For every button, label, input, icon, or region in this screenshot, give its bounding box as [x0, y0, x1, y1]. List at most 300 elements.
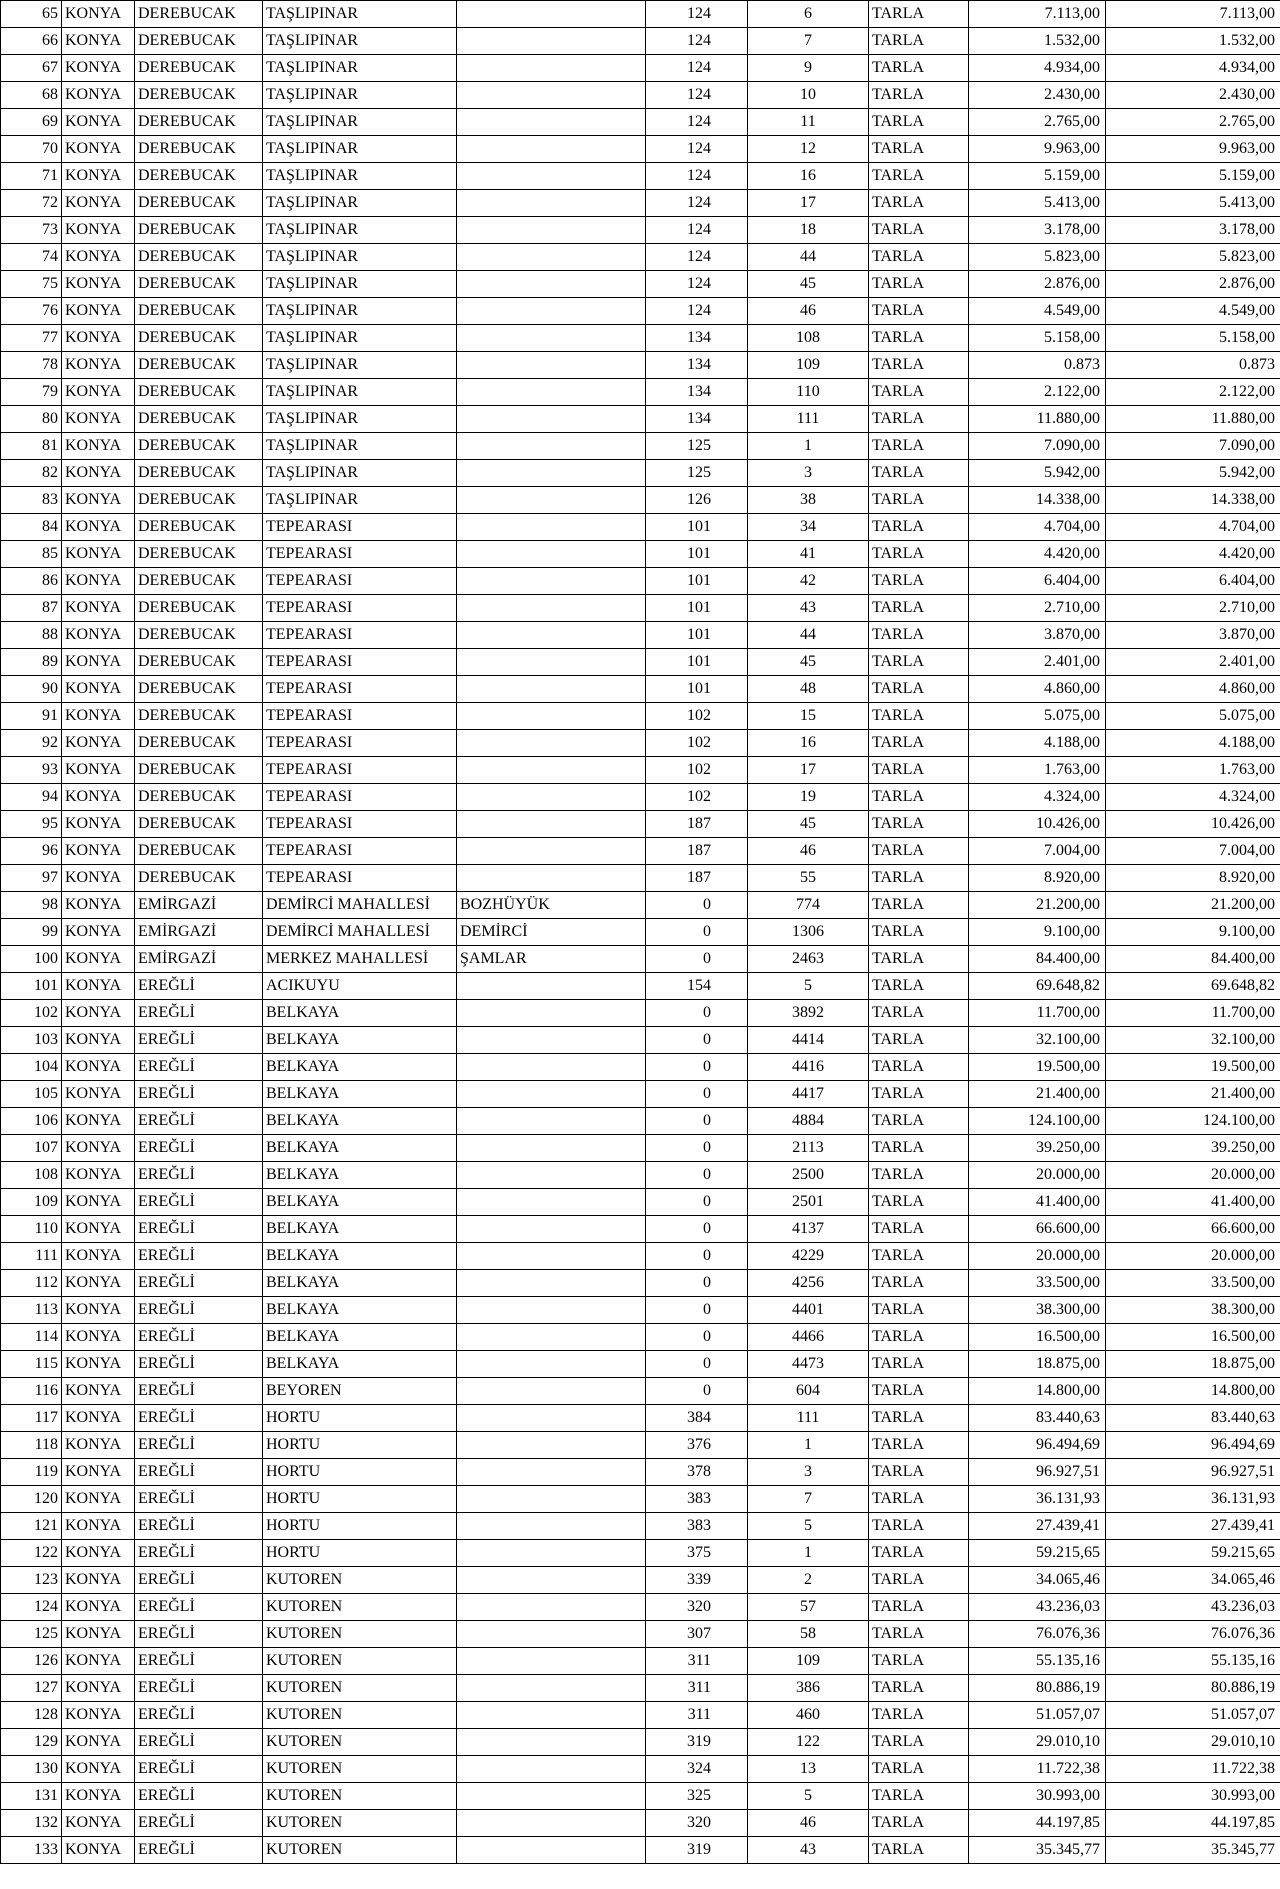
table-row [1, 1432, 1280, 1459]
block-cell: 339 [646, 1567, 748, 1594]
parcel-cell: 42 [748, 568, 869, 595]
area-cell: 2.430,00 [969, 82, 1106, 109]
land-type-cell: TARLA [869, 109, 969, 136]
row-number-cell: 124 [1, 1594, 62, 1621]
block-cell: 0 [646, 1027, 748, 1054]
locality-cell [457, 325, 646, 352]
land-type-cell: TARLA [869, 892, 969, 919]
province-cell: KONYA [62, 1432, 135, 1459]
row-number-cell: 96 [1, 838, 62, 865]
locality-cell [457, 460, 646, 487]
table-row [1, 325, 1280, 352]
province-cell: KONYA [62, 1000, 135, 1027]
land-type-cell: TARLA [869, 1189, 969, 1216]
amount-cell: 8.920,00 [1106, 865, 1280, 892]
district-cell: EREĞLİ [135, 1675, 263, 1702]
locality-cell [457, 1540, 646, 1567]
amount-cell: 2.765,00 [1106, 109, 1280, 136]
province-cell: KONYA [62, 163, 135, 190]
neighborhood-cell: TEPEARASI [263, 730, 457, 757]
neighborhood-cell: TAŞLIPINAR [263, 406, 457, 433]
block-cell: 320 [646, 1810, 748, 1837]
row-number-cell: 115 [1, 1351, 62, 1378]
province-cell: KONYA [62, 460, 135, 487]
land-type-cell: TARLA [869, 217, 969, 244]
locality-cell [457, 1783, 646, 1810]
district-cell: DEREBUCAK [135, 595, 263, 622]
parcel-cell: 4416 [748, 1054, 869, 1081]
block-cell: 0 [646, 1108, 748, 1135]
province-cell: KONYA [62, 730, 135, 757]
land-type-cell: TARLA [869, 433, 969, 460]
parcel-cell: 109 [748, 1648, 869, 1675]
district-cell: EREĞLİ [135, 1486, 263, 1513]
row-number-cell: 129 [1, 1729, 62, 1756]
locality-cell [457, 82, 646, 109]
land-type-cell: TARLA [869, 1135, 969, 1162]
district-cell: EREĞLİ [135, 1459, 263, 1486]
amount-cell: 21.200,00 [1106, 892, 1280, 919]
province-cell: KONYA [62, 28, 135, 55]
area-cell: 2.876,00 [969, 271, 1106, 298]
table-row [1, 1270, 1280, 1297]
province-cell: KONYA [62, 271, 135, 298]
district-cell: DEREBUCAK [135, 379, 263, 406]
amount-cell: 20.000,00 [1106, 1243, 1280, 1270]
table-row [1, 1351, 1280, 1378]
province-cell: KONYA [62, 1297, 135, 1324]
block-cell: 319 [646, 1729, 748, 1756]
table-row [1, 1378, 1280, 1405]
neighborhood-cell: KUTOREN [263, 1756, 457, 1783]
area-cell: 59.215,65 [969, 1540, 1106, 1567]
province-cell: KONYA [62, 190, 135, 217]
row-number-cell: 118 [1, 1432, 62, 1459]
row-number-cell: 87 [1, 595, 62, 622]
block-cell: 101 [646, 676, 748, 703]
neighborhood-cell: BELKAYA [263, 1081, 457, 1108]
locality-cell [457, 406, 646, 433]
table-row [1, 541, 1280, 568]
area-cell: 14.338,00 [969, 487, 1106, 514]
amount-cell: 20.000,00 [1106, 1162, 1280, 1189]
neighborhood-cell: BELKAYA [263, 1135, 457, 1162]
table-row [1, 595, 1280, 622]
land-type-cell: TARLA [869, 1756, 969, 1783]
locality-cell [457, 1513, 646, 1540]
block-cell: 0 [646, 1324, 748, 1351]
district-cell: EREĞLİ [135, 1081, 263, 1108]
table-row [1, 1135, 1280, 1162]
district-cell: DEREBUCAK [135, 757, 263, 784]
locality-cell [457, 1621, 646, 1648]
neighborhood-cell: TAŞLIPINAR [263, 379, 457, 406]
province-cell: KONYA [62, 1162, 135, 1189]
area-cell: 4.704,00 [969, 514, 1106, 541]
area-cell: 4.188,00 [969, 730, 1106, 757]
locality-cell [457, 136, 646, 163]
row-number-cell: 116 [1, 1378, 62, 1405]
neighborhood-cell: TEPEARASI [263, 865, 457, 892]
neighborhood-cell: TEPEARASI [263, 568, 457, 595]
block-cell: 307 [646, 1621, 748, 1648]
province-cell: KONYA [62, 1351, 135, 1378]
table-row [1, 919, 1280, 946]
row-number-cell: 100 [1, 946, 62, 973]
row-number-cell: 66 [1, 28, 62, 55]
table-row [1, 406, 1280, 433]
row-number-cell: 125 [1, 1621, 62, 1648]
table-row [1, 217, 1280, 244]
land-type-cell: TARLA [869, 1810, 969, 1837]
province-cell: KONYA [62, 1216, 135, 1243]
locality-cell [457, 1378, 646, 1405]
parcel-cell: 15 [748, 703, 869, 730]
locality-cell [457, 811, 646, 838]
neighborhood-cell: BELKAYA [263, 1189, 457, 1216]
table-row [1, 1459, 1280, 1486]
table-row [1, 379, 1280, 406]
neighborhood-cell: DEMİRCİ MAHALLESİ [263, 892, 457, 919]
area-cell: 96.494,69 [969, 1432, 1106, 1459]
row-number-cell: 99 [1, 919, 62, 946]
area-cell: 5.075,00 [969, 703, 1106, 730]
district-cell: DEREBUCAK [135, 703, 263, 730]
locality-cell [457, 1351, 646, 1378]
table-row [1, 1486, 1280, 1513]
land-type-cell: TARLA [869, 1837, 969, 1864]
row-number-cell: 109 [1, 1189, 62, 1216]
area-cell: 2.122,00 [969, 379, 1106, 406]
amount-cell: 124.100,00 [1106, 1108, 1280, 1135]
land-type-cell: TARLA [869, 1567, 969, 1594]
parcel-cell: 774 [748, 892, 869, 919]
block-cell: 187 [646, 811, 748, 838]
table-row [1, 136, 1280, 163]
land-type-cell: TARLA [869, 730, 969, 757]
table-row [1, 298, 1280, 325]
row-number-cell: 121 [1, 1513, 62, 1540]
locality-cell: BOZHÜYÜK [457, 892, 646, 919]
row-number-cell: 126 [1, 1648, 62, 1675]
neighborhood-cell: ACIKUYU [263, 973, 457, 1000]
row-number-cell: 92 [1, 730, 62, 757]
land-type-cell: TARLA [869, 1621, 969, 1648]
land-type-cell: TARLA [869, 190, 969, 217]
province-cell: KONYA [62, 1081, 135, 1108]
locality-cell [457, 703, 646, 730]
province-cell: KONYA [62, 784, 135, 811]
block-cell: 134 [646, 406, 748, 433]
parcel-cell: 46 [748, 1810, 869, 1837]
parcel-cell: 38 [748, 487, 869, 514]
block-cell: 320 [646, 1594, 748, 1621]
locality-cell [457, 55, 646, 82]
district-cell: EREĞLİ [135, 1378, 263, 1405]
amount-cell: 4.420,00 [1106, 541, 1280, 568]
amount-cell: 66.600,00 [1106, 1216, 1280, 1243]
area-cell: 33.500,00 [969, 1270, 1106, 1297]
parcel-cell: 12 [748, 136, 869, 163]
neighborhood-cell: MERKEZ MAHALLESİ [263, 946, 457, 973]
neighborhood-cell: KUTOREN [263, 1783, 457, 1810]
neighborhood-cell: BELKAYA [263, 1000, 457, 1027]
block-cell: 0 [646, 1081, 748, 1108]
area-cell: 5.413,00 [969, 190, 1106, 217]
area-cell: 8.920,00 [969, 865, 1106, 892]
neighborhood-cell: TAŞLIPINAR [263, 190, 457, 217]
province-cell: KONYA [62, 1756, 135, 1783]
table-row [1, 730, 1280, 757]
parcel-cell: 3 [748, 1459, 869, 1486]
neighborhood-cell: KUTOREN [263, 1621, 457, 1648]
table-row [1, 352, 1280, 379]
province-cell: KONYA [62, 595, 135, 622]
parcel-cell: 43 [748, 1837, 869, 1864]
parcel-cell: 4414 [748, 1027, 869, 1054]
province-cell: KONYA [62, 622, 135, 649]
table-row [1, 1000, 1280, 1027]
amount-cell: 16.500,00 [1106, 1324, 1280, 1351]
block-cell: 124 [646, 298, 748, 325]
parcel-cell: 11 [748, 109, 869, 136]
parcel-cell: 2501 [748, 1189, 869, 1216]
land-type-cell: TARLA [869, 514, 969, 541]
amount-cell: 32.100,00 [1106, 1027, 1280, 1054]
table-row [1, 1189, 1280, 1216]
row-number-cell: 65 [1, 1, 62, 28]
row-number-cell: 112 [1, 1270, 62, 1297]
block-cell: 134 [646, 379, 748, 406]
amount-cell: 9.100,00 [1106, 919, 1280, 946]
block-cell: 124 [646, 109, 748, 136]
locality-cell [457, 838, 646, 865]
land-type-cell: TARLA [869, 271, 969, 298]
table-row [1, 622, 1280, 649]
area-cell: 4.324,00 [969, 784, 1106, 811]
area-cell: 21.200,00 [969, 892, 1106, 919]
block-cell: 124 [646, 1, 748, 28]
district-cell: EREĞLİ [135, 1432, 263, 1459]
parcel-cell: 55 [748, 865, 869, 892]
table-row [1, 1054, 1280, 1081]
row-number-cell: 81 [1, 433, 62, 460]
district-cell: EREĞLİ [135, 1162, 263, 1189]
neighborhood-cell: TAŞLIPINAR [263, 217, 457, 244]
amount-cell: 38.300,00 [1106, 1297, 1280, 1324]
parcel-cell: 1 [748, 433, 869, 460]
row-number-cell: 78 [1, 352, 62, 379]
area-cell: 39.250,00 [969, 1135, 1106, 1162]
land-type-cell: TARLA [869, 973, 969, 1000]
amount-cell: 96.494,69 [1106, 1432, 1280, 1459]
parcel-cell: 18 [748, 217, 869, 244]
amount-cell: 11.880,00 [1106, 406, 1280, 433]
land-type-cell: TARLA [869, 82, 969, 109]
row-number-cell: 86 [1, 568, 62, 595]
area-cell: 4.549,00 [969, 298, 1106, 325]
table-row [1, 703, 1280, 730]
amount-cell: 76.076,36 [1106, 1621, 1280, 1648]
table-row [1, 1405, 1280, 1432]
land-type-cell: TARLA [869, 1108, 969, 1135]
district-cell: DEREBUCAK [135, 730, 263, 757]
amount-cell: 34.065,46 [1106, 1567, 1280, 1594]
locality-cell [457, 1810, 646, 1837]
parcel-cell: 48 [748, 676, 869, 703]
block-cell: 0 [646, 1297, 748, 1324]
row-number-cell: 76 [1, 298, 62, 325]
amount-cell: 3.870,00 [1106, 622, 1280, 649]
district-cell: EREĞLİ [135, 1189, 263, 1216]
table-row [1, 514, 1280, 541]
land-type-cell: TARLA [869, 55, 969, 82]
locality-cell [457, 1405, 646, 1432]
amount-cell: 5.413,00 [1106, 190, 1280, 217]
block-cell: 124 [646, 271, 748, 298]
district-cell: DEREBUCAK [135, 865, 263, 892]
amount-cell: 4.324,00 [1106, 784, 1280, 811]
locality-cell [457, 1459, 646, 1486]
area-cell: 10.426,00 [969, 811, 1106, 838]
locality-cell [457, 1216, 646, 1243]
block-cell: 324 [646, 1756, 748, 1783]
amount-cell: 5.942,00 [1106, 460, 1280, 487]
district-cell: DEREBUCAK [135, 541, 263, 568]
block-cell: 383 [646, 1513, 748, 1540]
parcel-cell: 44 [748, 244, 869, 271]
amount-cell: 1.532,00 [1106, 28, 1280, 55]
district-cell: EREĞLİ [135, 973, 263, 1000]
parcel-cell: 460 [748, 1702, 869, 1729]
district-cell: DEREBUCAK [135, 352, 263, 379]
district-cell: EREĞLİ [135, 1270, 263, 1297]
parcel-cell: 108 [748, 325, 869, 352]
table-row [1, 1540, 1280, 1567]
land-type-cell: TARLA [869, 703, 969, 730]
neighborhood-cell: KUTOREN [263, 1648, 457, 1675]
amount-cell: 5.075,00 [1106, 703, 1280, 730]
table-row [1, 1675, 1280, 1702]
neighborhood-cell: BELKAYA [263, 1270, 457, 1297]
district-cell: DEREBUCAK [135, 838, 263, 865]
amount-cell: 55.135,16 [1106, 1648, 1280, 1675]
land-type-cell: TARLA [869, 460, 969, 487]
table-row [1, 1702, 1280, 1729]
parcel-cell: 122 [748, 1729, 869, 1756]
row-number-cell: 79 [1, 379, 62, 406]
table-row [1, 757, 1280, 784]
table-row [1, 1810, 1280, 1837]
row-number-cell: 94 [1, 784, 62, 811]
neighborhood-cell: TAŞLIPINAR [263, 109, 457, 136]
block-cell: 0 [646, 1216, 748, 1243]
amount-cell: 80.886,19 [1106, 1675, 1280, 1702]
block-cell: 0 [646, 1054, 748, 1081]
district-cell: DEREBUCAK [135, 55, 263, 82]
neighborhood-cell: BELKAYA [263, 1297, 457, 1324]
district-cell: DEREBUCAK [135, 460, 263, 487]
block-cell: 102 [646, 757, 748, 784]
table-row [1, 1108, 1280, 1135]
parcel-cell: 2463 [748, 946, 869, 973]
parcel-cell: 6 [748, 1, 869, 28]
neighborhood-cell: BELKAYA [263, 1351, 457, 1378]
block-cell: 101 [646, 595, 748, 622]
area-cell: 4.860,00 [969, 676, 1106, 703]
district-cell: EMİRGAZİ [135, 919, 263, 946]
parcel-cell: 13 [748, 1756, 869, 1783]
table-row [1, 82, 1280, 109]
area-cell: 21.400,00 [969, 1081, 1106, 1108]
locality-cell [457, 190, 646, 217]
amount-cell: 27.439,41 [1106, 1513, 1280, 1540]
area-cell: 2.401,00 [969, 649, 1106, 676]
locality-cell [457, 244, 646, 271]
neighborhood-cell: TAŞLIPINAR [263, 298, 457, 325]
neighborhood-cell: BELKAYA [263, 1324, 457, 1351]
row-number-cell: 113 [1, 1297, 62, 1324]
parcel-cell: 386 [748, 1675, 869, 1702]
land-type-cell: TARLA [869, 1783, 969, 1810]
area-cell: 1.532,00 [969, 28, 1106, 55]
row-number-cell: 69 [1, 109, 62, 136]
block-cell: 101 [646, 568, 748, 595]
amount-cell: 11.722,38 [1106, 1756, 1280, 1783]
district-cell: EREĞLİ [135, 1621, 263, 1648]
parcel-cell: 9 [748, 55, 869, 82]
amount-cell: 2.401,00 [1106, 649, 1280, 676]
table-row [1, 676, 1280, 703]
province-cell: KONYA [62, 1243, 135, 1270]
block-cell: 125 [646, 460, 748, 487]
block-cell: 124 [646, 82, 748, 109]
amount-cell: 30.993,00 [1106, 1783, 1280, 1810]
parcel-cell: 34 [748, 514, 869, 541]
parcel-cell: 109 [748, 352, 869, 379]
area-cell: 9.963,00 [969, 136, 1106, 163]
province-cell: KONYA [62, 838, 135, 865]
locality-cell [457, 1162, 646, 1189]
province-cell: KONYA [62, 352, 135, 379]
district-cell: DEREBUCAK [135, 676, 263, 703]
table-row [1, 1, 1280, 28]
block-cell: 124 [646, 28, 748, 55]
district-cell: EREĞLİ [135, 1648, 263, 1675]
province-cell: KONYA [62, 1810, 135, 1837]
land-type-cell: TARLA [869, 244, 969, 271]
row-number-cell: 95 [1, 811, 62, 838]
amount-cell: 35.345,77 [1106, 1837, 1280, 1864]
row-number-cell: 104 [1, 1054, 62, 1081]
district-cell: DEREBUCAK [135, 82, 263, 109]
province-cell: KONYA [62, 1, 135, 28]
district-cell: DEREBUCAK [135, 649, 263, 676]
amount-cell: 2.430,00 [1106, 82, 1280, 109]
table-row [1, 865, 1280, 892]
district-cell: EREĞLİ [135, 1513, 263, 1540]
land-type-cell: TARLA [869, 1648, 969, 1675]
neighborhood-cell: TEPEARASI [263, 622, 457, 649]
area-cell: 14.800,00 [969, 1378, 1106, 1405]
neighborhood-cell: TAŞLIPINAR [263, 460, 457, 487]
land-type-cell: TARLA [869, 1702, 969, 1729]
area-cell: 80.886,19 [969, 1675, 1106, 1702]
amount-cell: 7.090,00 [1106, 433, 1280, 460]
table-row [1, 838, 1280, 865]
table-row [1, 433, 1280, 460]
table-row [1, 1324, 1280, 1351]
